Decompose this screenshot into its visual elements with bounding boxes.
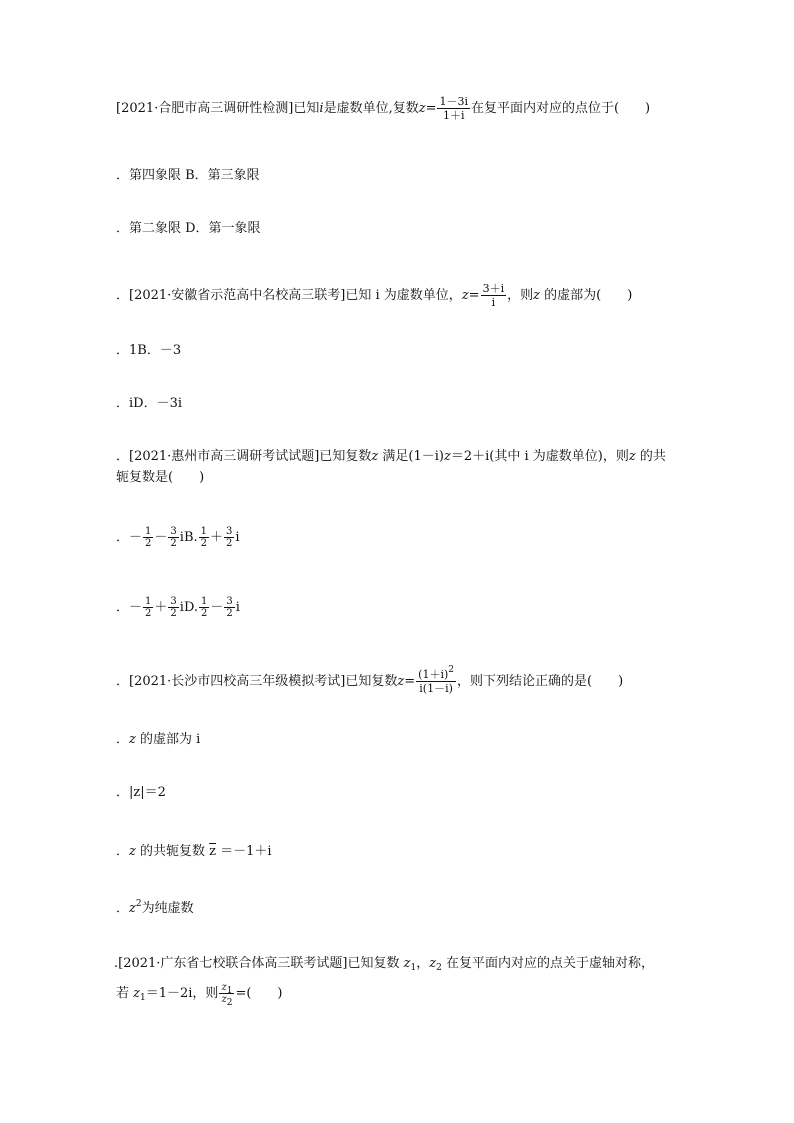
- question-3-source-tag: ．[2021·惠州市高三调研考试试题]: [116, 449, 320, 464]
- question-4-source-tag: ．[2021·长沙市四校高三年级模拟考试]: [116, 674, 346, 689]
- question-1-source-tag: [2021·合肥市高三调研性检测]: [116, 101, 294, 116]
- question-4-option-b: ．|z|＝2: [116, 785, 166, 800]
- question-5-stem-line2: 若 $z_1=1-2i$，则 $\frac{z_1}{z_2}$ =( ): [116, 982, 283, 1008]
- question-5-source-tag: .[2021·广东省七校联合体高三联考试题]: [114, 956, 348, 971]
- question-3-options-cd: ．－ $\frac{1}{2}$ ＋ $\frac{3}{2}$ iD. $\frac{1}{2}$ － $\frac{3}{2}$ i: [116, 596, 240, 619]
- question-4-option-d: ．$z^2$为纯虚数: [116, 899, 194, 916]
- question-1-fraction: $\frac{1-3i}{1+i}$: [439, 95, 468, 122]
- question-4-fraction: $\frac{(1+i)^2}{i(1-i)}$: [418, 665, 454, 695]
- question-3-options-ab: ．－ $\frac{1}{2}$ － $\frac{3}{2}$ iB. $\frac{1}{2}$ ＋ $\frac{3}{2}$ i: [116, 526, 240, 549]
- question-1-stem: [2021·合肥市高三调研性检测]已知i是虚数单位,复数z= $\frac{1-3i}{1+i}$ 在复平面内对应的点位于( ): [116, 95, 651, 122]
- question-3-stem: ．[2021·惠州市高三调研考试试题]已知复数z 满足(1－i)z＝2＋i(其中 i 为虚数单位)，则z 的共: [116, 449, 666, 464]
- question-4-stem: ．[2021·长沙市四校高三年级模拟考试]已知复数z= $\frac{(1+i)^2}{i(1-i)}$ ，则下列结论正确的是( ): [116, 665, 624, 695]
- question-1-options-cd: ．第二象限 D．第一象限: [116, 221, 261, 236]
- question-2-options-cd: ．iD．－3i: [116, 396, 183, 411]
- question-2-options-ab: ．1B．－3: [116, 343, 182, 358]
- question-2-fraction: $\frac{3+i}{i}$: [482, 282, 505, 309]
- question-3-stem-line2: 轭复数是( ): [116, 470, 205, 485]
- question-2-source-tag: ．[2021·安徽省示范高中名校高三联考]: [116, 288, 346, 303]
- question-4-option-a: ．z 的虚部为 i: [116, 732, 201, 747]
- question-4-option-c: ．z 的共轭复数 $\overline{z} =-1+i$: [116, 844, 272, 859]
- question-1-options-ab: ．第四象限 B．第三象限: [116, 168, 260, 183]
- question-5-stem: .[2021·广东省七校联合体高三联考试题]已知复数 $z_1$，$z_2$ 在复平面内对应的点关于虚轴对称，: [114, 956, 654, 973]
- question-2-stem: ．[2021·安徽省示范高中名校高三联考]已知 i 为虚数单位，z= $\frac{3+i}{i}$ ，则z 的虚部为( ): [116, 282, 633, 309]
- question-5-fraction: $\frac{z_1}{z_2}$: [221, 982, 233, 1008]
